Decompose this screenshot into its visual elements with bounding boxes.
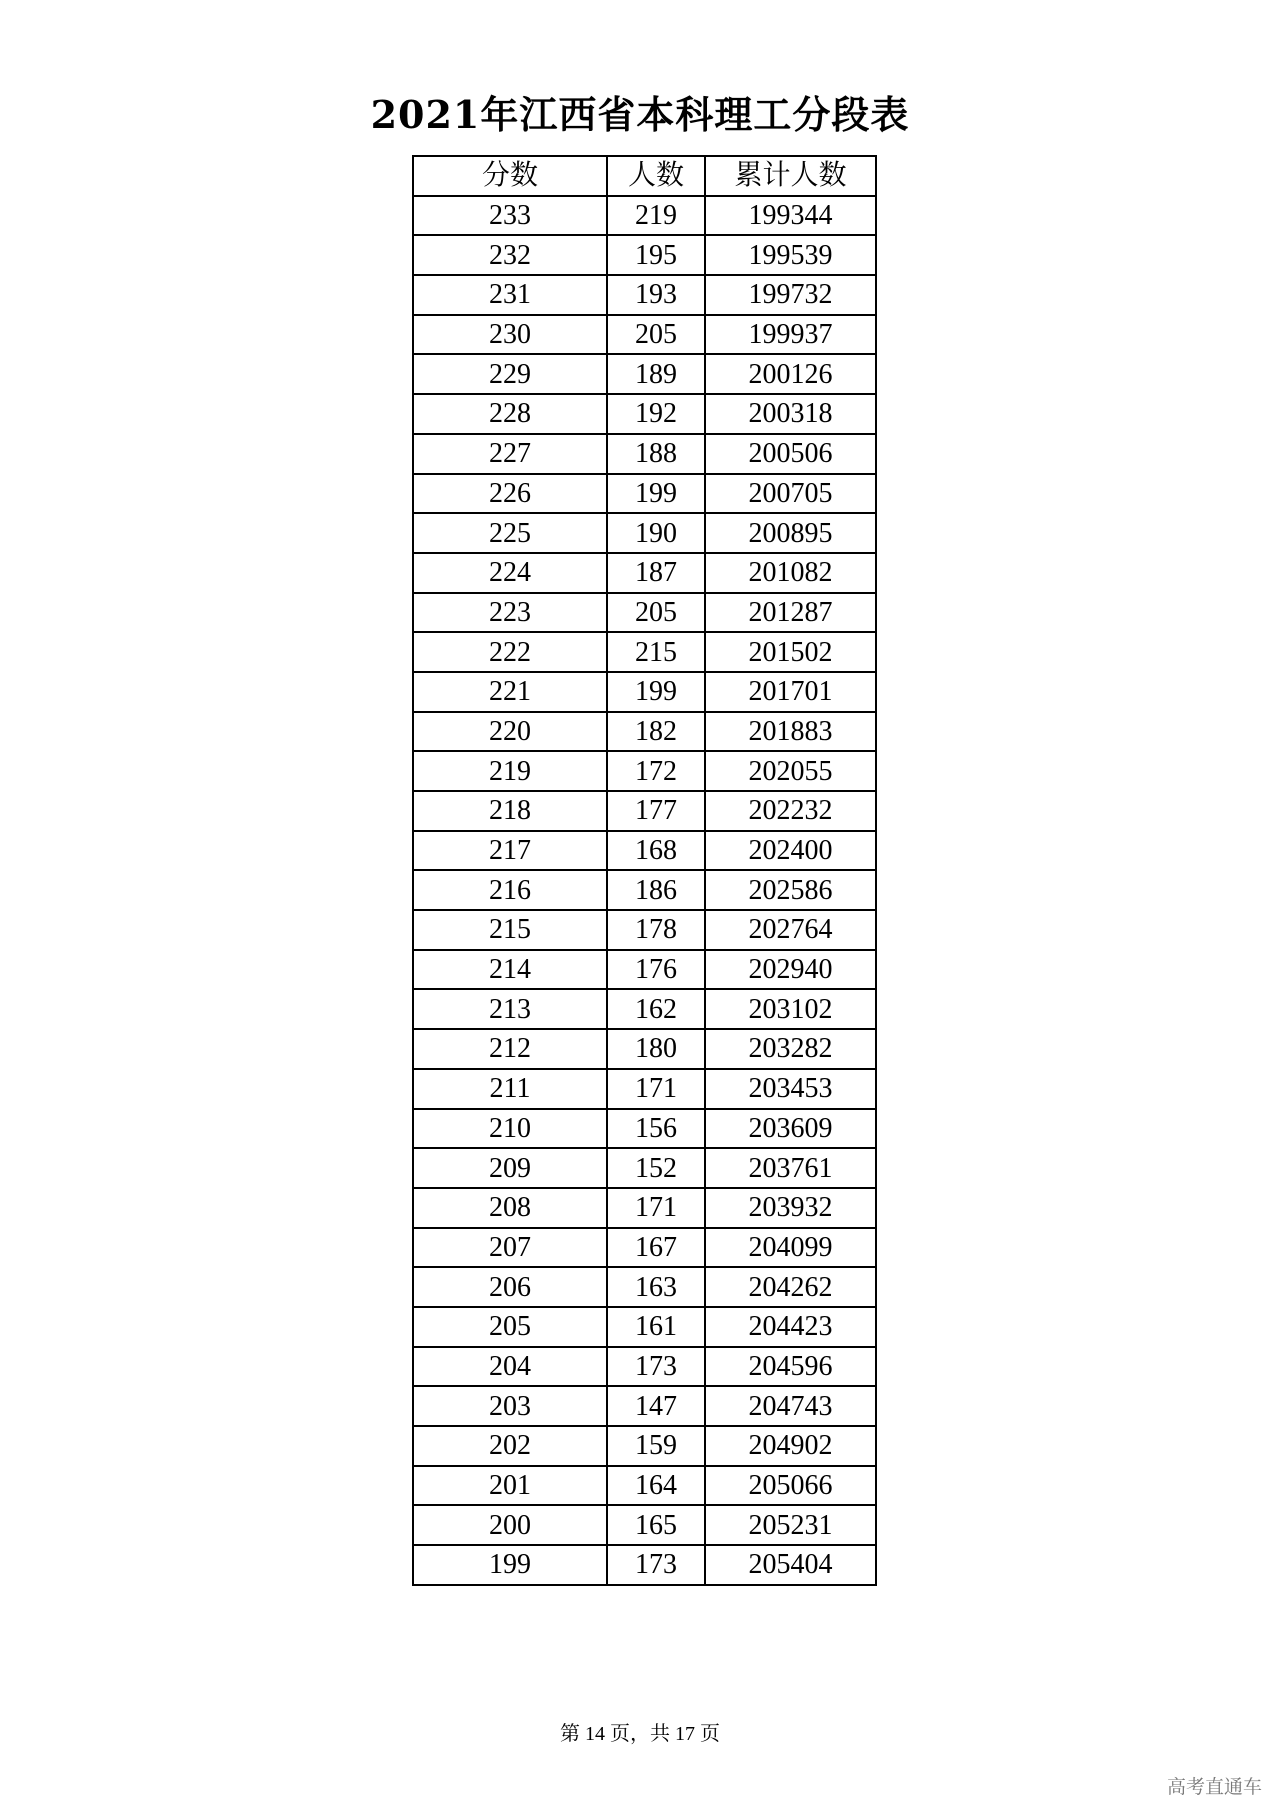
table-row [413,1466,876,1506]
cell-cumulative: 204423 [705,1307,876,1347]
cell-score: 228 [413,394,607,434]
cell-score: 208 [413,1188,607,1228]
cell-cumulative: 199732 [705,275,876,315]
cell-count: 177 [607,791,705,831]
table-row [413,1347,876,1387]
cell-score: 210 [413,1109,607,1149]
cell-cumulative: 205231 [705,1505,876,1545]
table-header-row [413,156,876,196]
cell-score: 213 [413,989,607,1029]
cell-cumulative: 199539 [705,235,876,275]
cell-count: 165 [607,1505,705,1545]
table-row [413,1545,876,1585]
cell-cumulative: 202400 [705,831,876,871]
cell-score: 200 [413,1505,607,1545]
cell-count: 171 [607,1069,705,1109]
cell-score: 231 [413,275,607,315]
table-row [413,513,876,553]
cell-score: 211 [413,1069,607,1109]
cell-count: 186 [607,870,705,910]
cell-score: 222 [413,632,607,672]
cell-score: 215 [413,910,607,950]
table-row [413,354,876,394]
cell-score: 219 [413,751,607,791]
cell-score: 225 [413,513,607,553]
cell-score: 216 [413,870,607,910]
cell-score: 230 [413,315,607,355]
cell-cumulative: 203761 [705,1148,876,1188]
table-row [413,1188,876,1228]
cell-count: 180 [607,1029,705,1069]
score-table [412,155,877,1586]
table-row [413,1267,876,1307]
cell-cumulative: 202055 [705,751,876,791]
table-row [413,712,876,752]
cell-cumulative: 199937 [705,315,876,355]
cell-score: 209 [413,1148,607,1188]
cell-count: 163 [607,1267,705,1307]
cell-cumulative: 204099 [705,1228,876,1268]
cell-count: 192 [607,394,705,434]
cell-cumulative: 201701 [705,672,876,712]
cell-score: 226 [413,474,607,514]
cell-score: 227 [413,434,607,474]
cell-score: 221 [413,672,607,712]
table-row [413,196,876,236]
cell-cumulative: 202586 [705,870,876,910]
cell-cumulative: 202232 [705,791,876,831]
cell-score: 214 [413,950,607,990]
cell-count: 199 [607,672,705,712]
cell-cumulative: 204743 [705,1386,876,1426]
table-row [413,870,876,910]
cell-cumulative: 202764 [705,910,876,950]
table-row [413,1307,876,1347]
table-row [413,950,876,990]
cell-score: 207 [413,1228,607,1268]
cell-count: 156 [607,1109,705,1149]
cell-count: 205 [607,593,705,633]
cell-cumulative: 200506 [705,434,876,474]
table-row [413,831,876,871]
cell-cumulative: 205404 [705,1545,876,1585]
cell-count: 172 [607,751,705,791]
cell-cumulative: 204262 [705,1267,876,1307]
cell-cumulative: 201082 [705,553,876,593]
cell-cumulative: 201883 [705,712,876,752]
table-row [413,751,876,791]
cell-count: 164 [607,1466,705,1506]
table-row [413,1426,876,1466]
header-cumulative: 累计人数 [705,156,876,196]
table-row [413,434,876,474]
table-row [413,235,876,275]
cell-cumulative: 200705 [705,474,876,514]
table-row [413,672,876,712]
cell-score: 224 [413,553,607,593]
cell-count: 161 [607,1307,705,1347]
cell-count: 167 [607,1228,705,1268]
cell-cumulative: 199344 [705,196,876,236]
cell-score: 218 [413,791,607,831]
cell-score: 217 [413,831,607,871]
table-row [413,632,876,672]
cell-cumulative: 204902 [705,1426,876,1466]
cell-cumulative: 202940 [705,950,876,990]
cell-count: 219 [607,196,705,236]
cell-cumulative: 200895 [705,513,876,553]
table-row [413,1505,876,1545]
cell-cumulative: 203453 [705,1069,876,1109]
cell-count: 215 [607,632,705,672]
cell-cumulative: 203609 [705,1109,876,1149]
table-row [413,315,876,355]
cell-cumulative: 204596 [705,1347,876,1387]
cell-score: 201 [413,1466,607,1506]
cell-count: 188 [607,434,705,474]
cell-count: 173 [607,1545,705,1585]
cell-count: 187 [607,553,705,593]
table-row [413,910,876,950]
cell-score: 199 [413,1545,607,1585]
cell-count: 178 [607,910,705,950]
cell-score: 233 [413,196,607,236]
cell-count: 152 [607,1148,705,1188]
table-row [413,1148,876,1188]
table-row [413,989,876,1029]
header-score: 分数 [413,156,607,196]
cell-score: 212 [413,1029,607,1069]
page-title: 2021年江西省本科理工分段表 [370,92,910,137]
cell-count: 159 [607,1426,705,1466]
table-row [413,1228,876,1268]
table-row [413,1029,876,1069]
cell-count: 205 [607,315,705,355]
cell-count: 173 [607,1347,705,1387]
cell-cumulative: 200318 [705,394,876,434]
cell-count: 195 [607,235,705,275]
cell-count: 168 [607,831,705,871]
header-count: 人数 [607,156,705,196]
cell-cumulative: 201502 [705,632,876,672]
table-row [413,791,876,831]
cell-cumulative: 200126 [705,354,876,394]
cell-count: 193 [607,275,705,315]
cell-score: 202 [413,1426,607,1466]
cell-count: 199 [607,474,705,514]
page-number: 第 14 页，共 17 页 [560,1723,720,1745]
cell-score: 229 [413,354,607,394]
cell-cumulative: 203102 [705,989,876,1029]
cell-score: 206 [413,1267,607,1307]
watermark: 高考直通车 [1166,1776,1262,1798]
cell-count: 190 [607,513,705,553]
cell-score: 223 [413,593,607,633]
cell-score: 204 [413,1347,607,1387]
cell-cumulative: 203932 [705,1188,876,1228]
cell-cumulative: 203282 [705,1029,876,1069]
table-row [413,1386,876,1426]
table-row [413,593,876,633]
cell-count: 147 [607,1386,705,1426]
table-row [413,275,876,315]
table-row [413,1109,876,1149]
cell-count: 171 [607,1188,705,1228]
cell-count: 189 [607,354,705,394]
cell-count: 182 [607,712,705,752]
cell-cumulative: 205066 [705,1466,876,1506]
cell-score: 232 [413,235,607,275]
cell-score: 205 [413,1307,607,1347]
table-row [413,1069,876,1109]
cell-score: 203 [413,1386,607,1426]
table-row [413,553,876,593]
cell-count: 176 [607,950,705,990]
table-row [413,394,876,434]
cell-cumulative: 201287 [705,593,876,633]
cell-score: 220 [413,712,607,752]
table-row [413,474,876,514]
cell-count: 162 [607,989,705,1029]
